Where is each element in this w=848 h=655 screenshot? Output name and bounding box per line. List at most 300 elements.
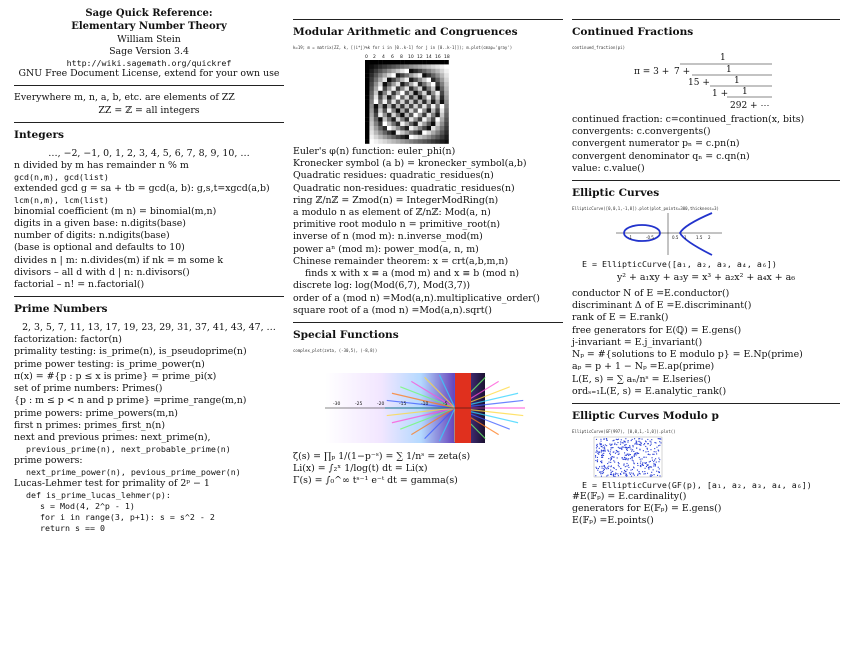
grid-cell xyxy=(365,135,370,140)
grid-cell xyxy=(365,86,370,91)
grid-cell xyxy=(422,122,427,127)
grid-cell xyxy=(418,139,423,144)
scatter-point xyxy=(637,474,638,475)
scatter-point xyxy=(649,461,650,462)
scatter-point xyxy=(619,466,620,467)
grid-cell xyxy=(365,73,370,78)
scatter-point xyxy=(640,473,641,474)
grid-cell xyxy=(435,86,440,91)
scatter-point xyxy=(611,444,612,445)
grid-cell xyxy=(391,135,396,140)
scatter-point xyxy=(646,466,647,467)
grid-cell xyxy=(396,117,401,122)
grid-cell xyxy=(369,78,374,83)
scatter-point xyxy=(617,442,618,443)
scatter-point xyxy=(644,443,645,444)
grid-cell xyxy=(431,104,436,109)
grid-cell xyxy=(409,78,414,83)
scatter-point xyxy=(654,448,655,449)
scatter-point xyxy=(636,440,637,441)
grid-cell xyxy=(405,95,410,100)
grid-cell xyxy=(444,104,449,109)
title-line-2: Elementary Number Theory xyxy=(71,20,227,32)
scatter-point xyxy=(655,465,656,466)
scatter-point xyxy=(621,439,622,440)
grid-cell xyxy=(396,100,401,105)
grid-cell xyxy=(418,91,423,96)
list-item: Quadratic non-residues: quadratic_residues(n) xyxy=(293,182,515,194)
multiplication-table-plot xyxy=(293,50,563,146)
scatter-point xyxy=(601,460,602,461)
grid-cell xyxy=(387,73,392,78)
scatter-point xyxy=(637,465,638,466)
scatter-point xyxy=(620,444,621,445)
grid-cell xyxy=(365,126,370,131)
scatter-point xyxy=(628,458,629,459)
grid-cell xyxy=(396,113,401,118)
scatter-point xyxy=(600,461,601,462)
column-1 xyxy=(14,8,284,533)
scatter-point xyxy=(626,458,627,459)
scatter-point xyxy=(604,448,605,449)
scatter-point xyxy=(595,452,596,453)
grid-cell xyxy=(396,64,401,69)
grid-cell xyxy=(374,139,379,144)
scatter-point xyxy=(601,451,602,452)
grid-cell xyxy=(387,64,392,69)
scatter-point xyxy=(653,465,654,466)
grid-cell xyxy=(431,117,436,122)
grid-cell xyxy=(369,69,374,74)
scatter-point xyxy=(659,441,660,442)
scatter-point xyxy=(640,459,641,460)
grid-cell xyxy=(409,135,414,140)
grid-cell xyxy=(431,73,436,78)
divider xyxy=(14,296,284,297)
grid-cell xyxy=(383,91,388,96)
scatter-point xyxy=(658,438,659,439)
scatter-point xyxy=(659,438,660,439)
grid-cell xyxy=(400,64,405,69)
scatter-point xyxy=(607,449,608,450)
list-item: #E(𝔽ₚ) = E.cardinality() xyxy=(572,490,687,502)
tick-label: 4 xyxy=(382,54,385,60)
grid-cell xyxy=(383,60,388,65)
list-item: j-invariant = E.j_invariant() xyxy=(572,336,703,348)
grid-cell xyxy=(391,108,396,113)
scatter-point xyxy=(602,471,603,472)
grid-cell xyxy=(405,82,410,87)
scatter-point xyxy=(609,443,610,444)
grid-cell xyxy=(378,104,383,109)
list-item: 2, 3, 5, 7, 11, 13, 17, 19, 23, 29, 31, 37, 41, 43, 47, … xyxy=(22,322,276,334)
grid-cell xyxy=(418,69,423,74)
grid-cell xyxy=(396,82,401,87)
scatter-point xyxy=(645,473,646,474)
grid-cell xyxy=(435,95,440,100)
scatter-point xyxy=(645,468,646,469)
grid-cell xyxy=(378,135,383,140)
scatter-point xyxy=(640,461,641,462)
scatter-point xyxy=(634,456,635,457)
scatter-point xyxy=(603,450,604,451)
scatter-point xyxy=(625,473,626,474)
scatter-point xyxy=(608,468,609,469)
grid-cell xyxy=(383,122,388,127)
scatter-point xyxy=(627,447,628,448)
tick-label: 16 xyxy=(435,54,441,60)
scatter-point xyxy=(637,452,638,453)
title-line-1: Sage Quick Reference: xyxy=(85,8,213,19)
scatter-point xyxy=(613,456,614,457)
grid-cell xyxy=(435,139,440,144)
scatter-point xyxy=(648,454,649,455)
grid-cell xyxy=(391,60,396,65)
code-line: s = Mod(4, 2^p - 1) xyxy=(40,500,135,511)
grid-cell xyxy=(427,126,432,131)
scatter-point xyxy=(633,466,634,467)
grid-cell xyxy=(374,91,379,96)
scatter-point xyxy=(650,449,651,450)
scatter-point xyxy=(642,462,643,463)
axis-label: -5 xyxy=(443,401,448,407)
scatter-point xyxy=(630,454,631,455)
elliptic-mod-p-scatter xyxy=(572,434,840,480)
scatter-point xyxy=(633,473,634,474)
grid-cell xyxy=(413,95,418,100)
grid-cell xyxy=(400,130,405,135)
section-title-integers: Integers xyxy=(14,128,64,141)
grid-cell xyxy=(391,139,396,144)
list-item: extended gcd g = sa + tb = gcd(a, b): g,s,t=xgcd(a,b) xyxy=(14,182,270,194)
scatter-point xyxy=(595,460,596,461)
scatter-point xyxy=(631,450,632,451)
grid-cell xyxy=(427,95,432,100)
scatter-point xyxy=(651,441,652,442)
list-item: E(𝔽ₚ) =E.points() xyxy=(572,515,654,527)
grid-cell xyxy=(383,113,388,118)
grid-cell xyxy=(422,69,427,74)
list-item: discriminant Δ of E =E.discriminant() xyxy=(572,300,752,312)
scatter-point xyxy=(629,446,630,447)
zeta-complex-plot xyxy=(293,353,563,451)
grid-cell xyxy=(405,104,410,109)
grid-cell xyxy=(435,104,440,109)
grid-cell xyxy=(418,135,423,140)
axis-label: -30 xyxy=(333,401,341,407)
scatter-point xyxy=(620,473,621,474)
elliptic-curve-plot xyxy=(572,211,840,259)
section-title-special: Special Functions xyxy=(293,329,399,342)
scatter-point xyxy=(633,451,634,452)
list-item: divisors – all d with d | n: n.divisors() xyxy=(14,266,190,278)
grid-cell xyxy=(409,130,414,135)
grid-cell xyxy=(391,104,396,109)
scatter-point xyxy=(641,438,642,439)
list-item: binomial coefficient (m n) = binomial(m,n) xyxy=(14,205,217,217)
grid-cell xyxy=(405,100,410,105)
list-item: rank of E = E.rank() xyxy=(572,312,669,324)
scatter-point xyxy=(632,449,633,450)
list-item: Lucas-Lehmer test for primality of 2ᵖ − 1 xyxy=(14,477,210,489)
scatter-point xyxy=(634,443,635,444)
scatter-point xyxy=(658,445,659,446)
grid-cell xyxy=(396,60,401,65)
grid-cell xyxy=(383,69,388,74)
axis-label: -20 xyxy=(377,401,385,407)
scatter-point xyxy=(645,446,646,447)
wiki-link[interactable]: http://wiki.sagemath.org/quickref xyxy=(66,57,232,68)
grid-cell xyxy=(431,108,436,113)
grid-cell xyxy=(383,64,388,69)
scatter-point xyxy=(636,448,637,449)
grid-cell xyxy=(422,126,427,131)
scatter-point xyxy=(644,457,645,458)
grid-cell xyxy=(418,100,423,105)
grid-cell xyxy=(365,82,370,87)
grid-cell xyxy=(396,69,401,74)
scatter-point xyxy=(660,439,661,440)
grid-cell xyxy=(427,122,432,127)
grid-cell xyxy=(400,113,405,118)
scatter-point xyxy=(646,441,647,442)
grid-cell xyxy=(365,130,370,135)
grid-cell xyxy=(413,135,418,140)
grid-cell xyxy=(374,122,379,127)
list-item: digits in a given base: n.digits(base) xyxy=(14,217,186,229)
grid-cell xyxy=(400,104,405,109)
scatter-point xyxy=(626,465,627,466)
tick-label: 14 xyxy=(426,54,432,60)
grid-cell xyxy=(396,86,401,91)
list-item: gcd(n,m), gcd(list) xyxy=(14,171,109,182)
grid-cell xyxy=(427,60,432,65)
grid-cell xyxy=(440,135,445,140)
grid-cell xyxy=(422,64,427,69)
scatter-point xyxy=(634,475,635,476)
scatter-point xyxy=(620,448,621,449)
scatter-point xyxy=(625,455,626,456)
scatter-point xyxy=(596,450,597,451)
grid-cell xyxy=(444,139,449,144)
scatter-point xyxy=(622,442,623,443)
scatter-point xyxy=(601,446,602,447)
scatter-point xyxy=(613,475,614,476)
scatter-point xyxy=(611,465,612,466)
scatter-point xyxy=(597,470,598,471)
grid-cell xyxy=(387,60,392,65)
grid-cell xyxy=(435,117,440,122)
scatter-point xyxy=(610,447,611,448)
scatter-point xyxy=(654,460,655,461)
scatter-point xyxy=(629,454,630,455)
scatter-point xyxy=(640,445,641,446)
scatter-point xyxy=(651,472,652,473)
grid-cell xyxy=(435,69,440,74)
grid-cell xyxy=(391,69,396,74)
grid-cell xyxy=(413,73,418,78)
scatter-point xyxy=(632,458,633,459)
grid-cell xyxy=(383,139,388,144)
scatter-point xyxy=(598,468,599,469)
scatter-point xyxy=(658,467,659,468)
grid-cell xyxy=(435,82,440,87)
scatter-point xyxy=(616,439,617,440)
grid-cell xyxy=(383,86,388,91)
grid-cell xyxy=(369,100,374,105)
grid-cell xyxy=(378,91,383,96)
scatter-point xyxy=(638,438,639,439)
scatter-point xyxy=(618,462,619,463)
scatter-point xyxy=(602,454,603,455)
scatter-point xyxy=(641,458,642,459)
grid-cell xyxy=(409,91,414,96)
list-item: n divided by m has remainder n % m xyxy=(14,159,189,171)
scatter-point xyxy=(597,444,598,445)
scatter-point xyxy=(636,443,637,444)
scatter-point xyxy=(647,449,648,450)
axis-label: -25 xyxy=(355,401,363,407)
axis-label: 1 xyxy=(684,235,687,240)
divider xyxy=(293,322,563,323)
grid-cell xyxy=(369,95,374,100)
grid-cell xyxy=(440,64,445,69)
list-item: factorization: factor(n) xyxy=(14,334,122,346)
scatter-point xyxy=(599,472,600,473)
scatter-point xyxy=(614,476,615,477)
grid-cell xyxy=(409,73,414,78)
grid-cell xyxy=(409,122,414,127)
grid-cell xyxy=(378,95,383,100)
scatter-point xyxy=(655,464,656,465)
scatter-point xyxy=(624,452,625,453)
grid-cell xyxy=(405,130,410,135)
grid-cell xyxy=(405,64,410,69)
grid-cell xyxy=(431,64,436,69)
scatter-point xyxy=(622,446,623,447)
grid-cell xyxy=(400,73,405,78)
scatter-point xyxy=(610,451,611,452)
grid-cell xyxy=(387,117,392,122)
scatter-point xyxy=(618,451,619,452)
grid-cell xyxy=(374,130,379,135)
grid-cell xyxy=(365,64,370,69)
scatter-point xyxy=(638,453,639,454)
axis-label: 2 xyxy=(708,235,711,240)
scatter-point xyxy=(615,453,616,454)
tick-label: 12 xyxy=(417,54,423,60)
list-item: lcm(n,m), lcm(list) xyxy=(14,194,109,205)
grid-cell xyxy=(387,91,392,96)
list-item: aₚ = p + 1 − Nₚ =E.ap(prime) xyxy=(572,361,715,373)
scatter-point xyxy=(605,450,606,451)
scatter-point xyxy=(633,446,634,447)
formula-one: 1 xyxy=(742,86,748,97)
grid-cell xyxy=(431,113,436,118)
scatter-point xyxy=(644,462,645,463)
scatter-point xyxy=(626,444,627,445)
divider xyxy=(14,85,284,86)
code-line: E = EllipticCurve([a₁, a₂, a₃, a₄, a₆]) xyxy=(582,259,777,269)
scatter-point xyxy=(626,449,627,450)
scatter-point xyxy=(596,439,597,440)
scatter-point xyxy=(596,467,597,468)
grid-cell xyxy=(440,73,445,78)
scatter-point xyxy=(597,453,598,454)
grid-cell xyxy=(413,108,418,113)
grid-cell xyxy=(431,139,436,144)
scatter-point xyxy=(611,456,612,457)
scatter-point xyxy=(618,465,619,466)
grid-cell xyxy=(427,130,432,135)
scatter-point xyxy=(658,471,659,472)
scatter-point xyxy=(599,448,600,449)
scatter-point xyxy=(635,453,636,454)
scatter-point xyxy=(624,457,625,458)
grid-cell xyxy=(444,69,449,74)
list-item: a modulo n as element of ℤ/nℤ: Mod(a, n) xyxy=(293,207,491,219)
grid-cell xyxy=(374,135,379,140)
scatter-point xyxy=(613,440,614,441)
grid-cell xyxy=(418,86,423,91)
code-line: for i in range(3, p+1): s = s^2 - 2 xyxy=(40,511,215,522)
scatter-point xyxy=(632,469,633,470)
code-line: E = EllipticCurve(GF(p), [a₁, a₂, a₃, a₄, a₆]) xyxy=(582,479,812,490)
grid-cell xyxy=(431,130,436,135)
scatter-point xyxy=(599,466,600,467)
grid-cell xyxy=(369,130,374,135)
list-item: prime powers: xyxy=(14,454,83,466)
scatter-point xyxy=(650,445,651,446)
scatter-point xyxy=(596,468,597,469)
grid-cell xyxy=(383,135,388,140)
grid-cell xyxy=(374,64,379,69)
grid-cell xyxy=(413,122,418,127)
scatter-point xyxy=(654,451,655,452)
scatter-point xyxy=(627,441,628,442)
scatter-point xyxy=(647,473,648,474)
grid-cell xyxy=(374,100,379,105)
scatter-point xyxy=(654,474,655,475)
scatter-point xyxy=(649,454,650,455)
intro-line-1: Everywhere m, n, a, b, etc. are elements of ZZ xyxy=(14,92,235,104)
grid-cell xyxy=(378,108,383,113)
grid-cell xyxy=(383,108,388,113)
plot-command: EllipticCurve(GF(997), [0,0,1,-1,0]).plot() xyxy=(572,428,676,434)
grid-cell xyxy=(405,78,410,83)
grid-cell xyxy=(431,135,436,140)
grid-cell xyxy=(405,69,410,74)
grid-cell xyxy=(427,91,432,96)
formula-one: 1 xyxy=(720,52,726,63)
grid-cell xyxy=(378,73,383,78)
grid-cell xyxy=(431,95,436,100)
grid-cell xyxy=(405,126,410,131)
scatter-point xyxy=(622,457,623,458)
grid-cell xyxy=(409,82,414,87)
tick-label: 0 xyxy=(365,54,368,60)
scatter-point xyxy=(601,450,602,451)
grid-cell xyxy=(400,108,405,113)
grid-cell xyxy=(418,95,423,100)
grid-cell xyxy=(391,78,396,83)
grid-cell xyxy=(427,73,432,78)
scatter-point xyxy=(652,475,653,476)
formula-term: 292 + ⋯ xyxy=(730,100,770,111)
grid-cell xyxy=(378,113,383,118)
scatter-point xyxy=(618,439,619,440)
scatter-point xyxy=(641,442,642,443)
